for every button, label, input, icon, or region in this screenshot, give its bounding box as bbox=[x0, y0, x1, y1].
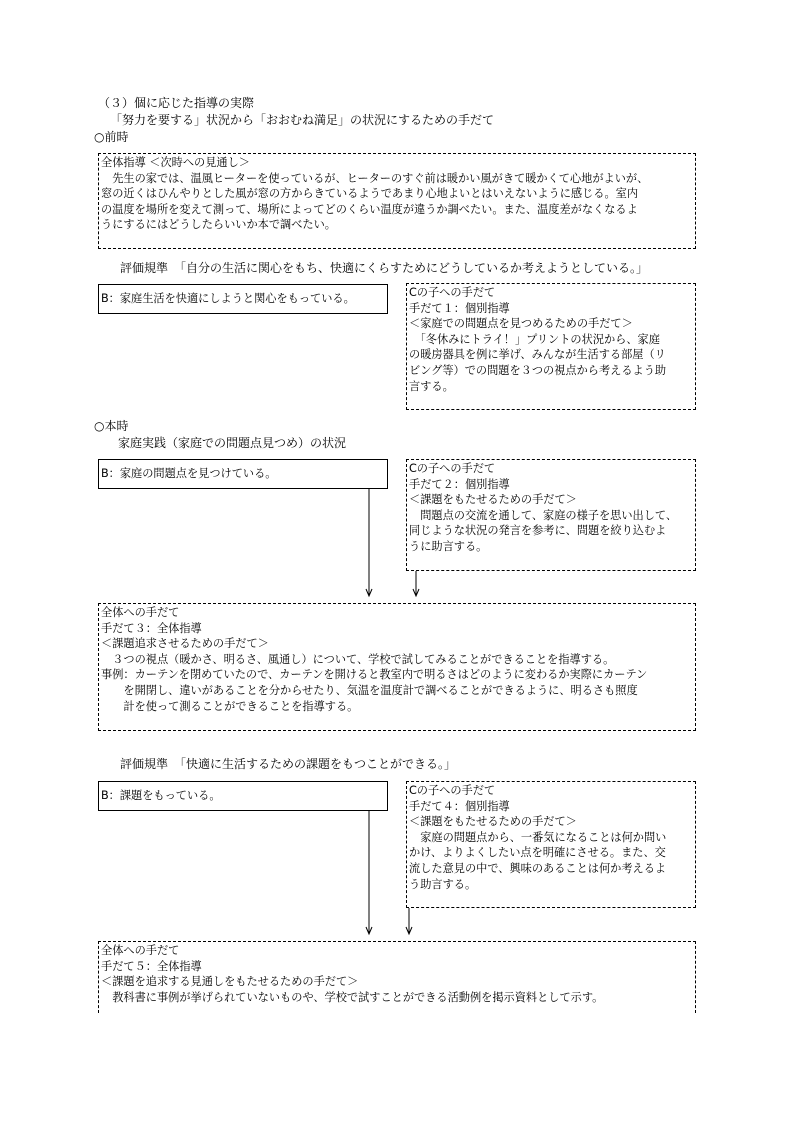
box-line: ＜課題をもたせるための手だて＞ bbox=[409, 815, 577, 829]
box-line: 先生の家では、温風ヒーターを使っているが、ヒーターのすぐ前は暖かい風がきて暖かくて心地がよいが、 bbox=[101, 171, 649, 185]
subtitle: 「努力を要する」状況から「おおむね満足」の状況にするための手だて bbox=[110, 113, 495, 127]
box-line: うに助言する。 bbox=[409, 539, 488, 553]
box-line: 手だて５：全体指導 bbox=[101, 959, 202, 973]
box-line: 窓の近くはひんやりとした風が窓の方からきているようであまり心地よいとはいえないように感じる。室内 bbox=[101, 187, 639, 201]
box-line: の暖房器具を例に挙げ、みんなが生活する部屋（リ bbox=[409, 348, 666, 362]
b-criteria-text: B：課題をもっている。 bbox=[101, 789, 221, 802]
pre-lesson-label: ○前時 bbox=[94, 130, 129, 144]
box-heading: 全体指導 ＜次時への見通し＞ bbox=[101, 156, 250, 169]
box-line: 事例：カーテンを閉めていたので、カーテンを開けると教室内で明るさはどのように変わるか実際にカーテン bbox=[101, 668, 648, 682]
box-line: ＜家庭での問題点を見つめるための手だて＞ bbox=[409, 317, 633, 331]
box-line: 全体への手だて bbox=[101, 606, 180, 619]
b-criteria-text: B：家庭の問題点を見つけている。 bbox=[101, 467, 277, 480]
box-line: ３つの視点（暖かさ、明るさ、風通し）について、学校で試してみることができることを指導する。 bbox=[101, 652, 615, 666]
box-line: 手だて２：個別指導 bbox=[409, 477, 510, 491]
box-line: 同じような状況の発言を参考に、問題を絞り込むよ bbox=[409, 524, 667, 538]
box-line: 家庭の問題点から、一番気になることは何か問い bbox=[409, 830, 667, 844]
box-line: ビング等）での問題を３つの視点から考えるよう助 bbox=[409, 363, 667, 377]
box-line: Cの子への手だて bbox=[409, 462, 496, 475]
box-line: ＜課題を追求する見通しをもたせるための手だて＞ bbox=[101, 975, 359, 989]
box-line: ＜課題追求させるための手だて＞ bbox=[101, 637, 269, 651]
b-criteria-text: B：家庭生活を快適にしようと関心をもっている。 bbox=[101, 292, 355, 305]
main-lesson-label: ○本時 bbox=[94, 419, 129, 433]
box-line: うにするにはどうしたらいいか本で調べたい。 bbox=[101, 218, 336, 232]
box-line: を開閉し、違いがあることを分からせたり、気温を温度計で調べることができるように、明るさも照度 bbox=[101, 683, 638, 697]
box-line: 流した意見の中で、興味のあることは何か考えるよ bbox=[409, 861, 667, 875]
box-line: 全体への手だて bbox=[101, 944, 180, 957]
box-line: ＜課題をもたせるための手だて＞ bbox=[409, 493, 577, 507]
evaluation-criteria: 評価規準 「自分の生活に関心をもち、快適にくらすためにどうしているか考えようとしている。」 bbox=[120, 261, 649, 275]
box-line: Cの子への手だて bbox=[409, 784, 496, 797]
section-title: （３）個に応じた指導の実際 bbox=[98, 96, 255, 110]
box-line: 手だて１：個別指導 bbox=[409, 301, 510, 315]
evaluation-criteria: 評価規準 「快適に生活するための課題をもつことができる。」 bbox=[120, 757, 457, 771]
box-line: 計を使って測ることができることを指導する。 bbox=[101, 699, 359, 713]
box-line: う助言する。 bbox=[409, 877, 477, 891]
box-line: の温度を場所を変えて測って、場所によってどのくらい温度が違うか調べたい。また、温度差がなくなるよ bbox=[101, 202, 638, 216]
box-line: 教科書に事例が挙げられていないものや、学校で試すことができる活動例を掲示資料として示す。 bbox=[101, 990, 604, 1004]
box-line: 言する。 bbox=[409, 379, 454, 393]
box-line: かけ、よりよくしたい点を明確にさせる。また、交 bbox=[409, 846, 666, 860]
box-line: 手だて３：全体指導 bbox=[101, 621, 202, 635]
box-line: 手だて４：個別指導 bbox=[409, 799, 510, 813]
box-line: 問題点の交流を通して、家庭の様子を思い出して、 bbox=[409, 508, 678, 522]
box-line: 「冬休みにトライ！」プリントの状況から、家庭 bbox=[409, 332, 660, 346]
home-practice-label: 家庭実践（家庭での問題点見つめ）の状況 bbox=[118, 436, 347, 450]
box-line: Cの子への手だて bbox=[409, 286, 496, 299]
